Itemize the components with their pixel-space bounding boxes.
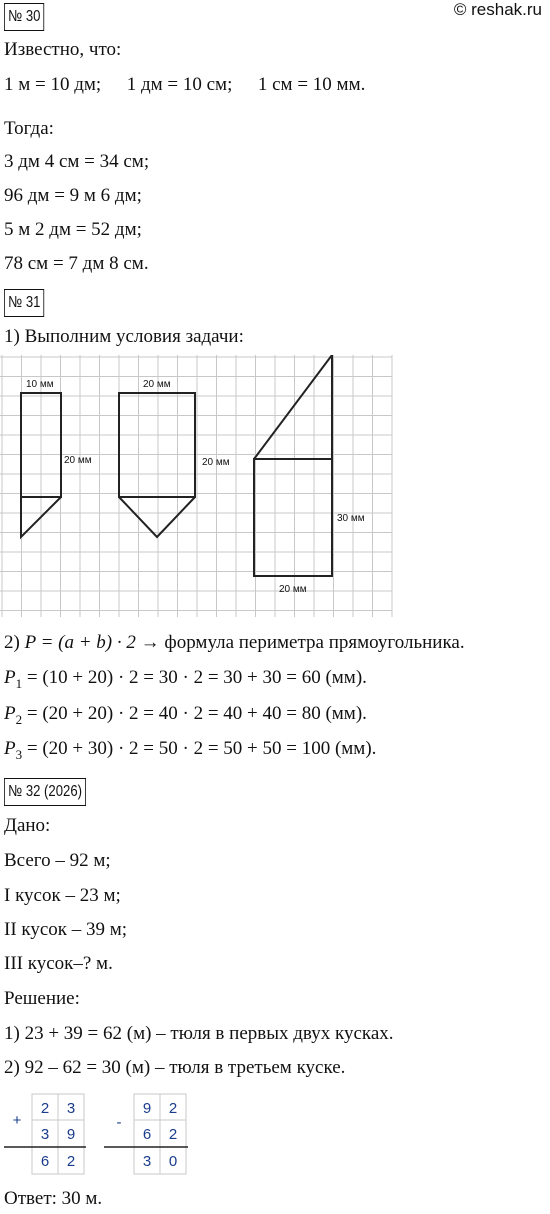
given-line-4: III кусок–? м. (4, 953, 113, 974)
digit: 2 (66, 1153, 76, 1170)
f3-side-label: 30 мм (337, 513, 365, 524)
p-subscript: 1 (15, 675, 23, 691)
digit: 2 (40, 1100, 50, 1117)
task-30-label: № 30 (4, 3, 45, 31)
perimeter-1 (4, 667, 367, 692)
task-30-line-1: 3 дм 4 см = 34 см; (4, 151, 150, 172)
column-subtraction (104, 1092, 194, 1178)
answer: Ответ: 30 м. (4, 1188, 103, 1209)
digit: 3 (66, 1100, 76, 1117)
p-expression: = (10 + 20) · 2 = 30 · 2 = 30 + 30 = 60 (мм). (26, 667, 367, 688)
p-symbol: P (4, 738, 16, 759)
solution-step-1: 1) 23 + 39 = 62 (м) – тюля в первых двух кусках. (4, 1023, 394, 1044)
digit: 9 (66, 1126, 76, 1143)
p-symbol: P (4, 667, 16, 688)
minus-sign: - (116, 1114, 122, 1131)
task-30-then: Тогда: (4, 118, 54, 139)
site-watermark: © reshak.ru (453, 0, 542, 19)
f1-side-label: 20 мм (64, 455, 92, 466)
task-31-label: № 31 (4, 289, 45, 317)
fact-1: 1 м = 10 дм; (4, 74, 102, 95)
task-31-step1: 1) Выполним условия задачи: (4, 326, 244, 347)
digit: 0 (168, 1153, 178, 1170)
digit: 2 (168, 1100, 178, 1117)
plus-sign: + (12, 1112, 22, 1129)
fact-2: 1 дм = 10 см; (126, 74, 233, 95)
figure-3-triangle (254, 355, 332, 459)
p-symbol: P (4, 703, 16, 724)
task-32-solution: Решение: (4, 988, 80, 1009)
digit: 6 (142, 1126, 152, 1143)
task-30-intro: Известно, что: (4, 39, 122, 60)
grid-drawing (0, 355, 400, 620)
fact-3: 1 см = 10 мм. (257, 74, 366, 95)
task-32-given: Дано: (4, 815, 51, 836)
p-subscript: 2 (15, 711, 23, 727)
figure-2-rectangle (119, 393, 195, 497)
figure-3-rectangle (254, 459, 332, 576)
column-addition (4, 1092, 94, 1178)
f2-side-label: 20 мм (202, 457, 230, 468)
task-31-step2 (4, 632, 465, 654)
digit: 3 (40, 1126, 50, 1143)
p-expression: = (20 + 30) · 2 = 50 · 2 = 50 + 50 = 100 (мм). (26, 738, 377, 759)
task-30-line-3: 5 м 2 дм = 52 дм; (4, 219, 142, 240)
figure-2-triangle (119, 497, 195, 537)
p-subscript: 3 (15, 746, 23, 762)
solution-step-2: 2) 92 – 62 = 30 (м) – тюля в третьем куске. (4, 1057, 346, 1078)
digit: 6 (40, 1153, 50, 1170)
perimeter-formula: P = (a + b) · 2 (24, 632, 136, 653)
digit: 2 (168, 1126, 178, 1143)
given-line-1: Всего – 92 м; (4, 850, 111, 871)
given-line-3: II кусок – 39 м; (4, 919, 128, 940)
task-32-label: № 32 (2026) (4, 778, 86, 806)
p-expression: = (20 + 20) · 2 = 40 · 2 = 40 + 40 = 80 (мм). (26, 703, 367, 724)
task-30-facts (4, 74, 365, 96)
f1-top-label: 10 мм (26, 379, 54, 390)
step2-text: → формула периметра прямоугольника. (140, 632, 465, 653)
f3-bottom-label: 20 мм (279, 584, 307, 595)
task-30-line-2: 96 дм = 9 м 6 дм; (4, 185, 142, 206)
given-line-2: I кусок – 23 м; (4, 885, 121, 906)
step2-number: 2) (4, 632, 20, 653)
digit: 9 (142, 1100, 152, 1117)
task-30-line-4: 78 см = 7 дм 8 см. (4, 253, 149, 274)
digit: 3 (142, 1153, 152, 1170)
f2-top-label: 20 мм (143, 379, 171, 390)
perimeter-2 (4, 703, 367, 728)
perimeter-3 (4, 738, 376, 763)
